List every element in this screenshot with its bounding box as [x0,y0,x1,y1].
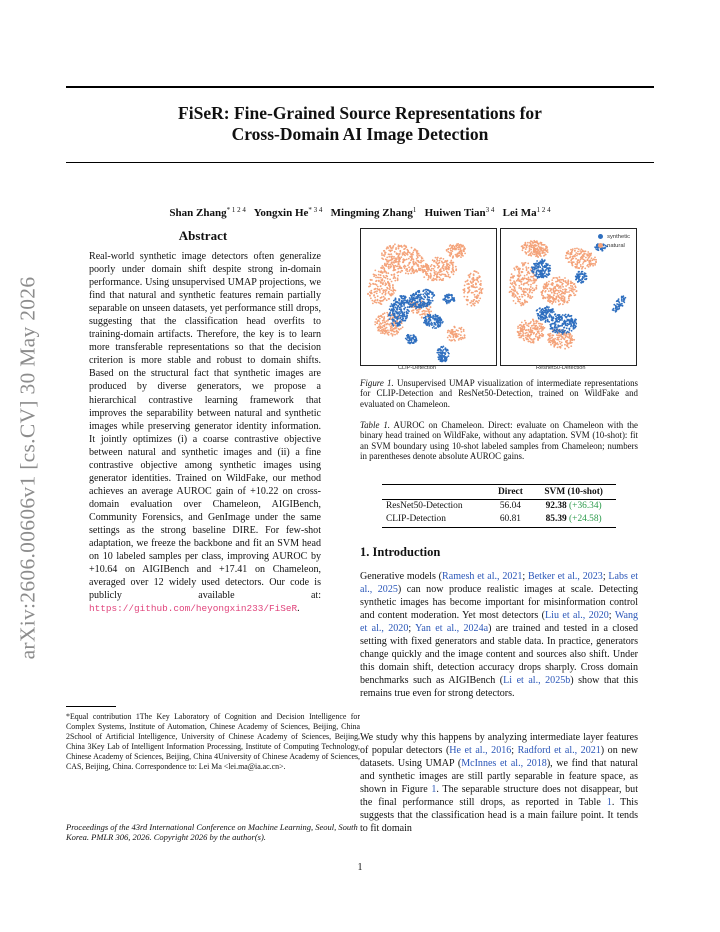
page-number: 1 [357,862,363,873]
col-direct: Direct [490,485,532,500]
table-caption: Table 1. AUROC on Chameleon. Direct: evaluate on Chameleon with the binary head trained on WildFake, without any adaptation. SVM (10-shot): fit an SVM boundary using 10-shot labeled samples from Chameleon; numbers in parentheses denote absolute AUROC gains. [360,420,638,462]
figure-caption: Figure 1. Unsupervised UMAP visualization of intermediate representations for CLIP-Detection and ResNet50-Detection, trained on WildFake and evaluated on Chameleon. [360,378,639,409]
abstract-body: Real-world synthetic image detectors often generalize poorly under domain shift despite strong in-domain performance. Using unsupervised UMAP projections, we find that natural and synthetic features remain partially separable on unseen datasets, yet performance still drops, suggesting that the classification head overfits to training-domain artifacts. Therefore, the key is to learn more transferable representations so that the decision criterion is more stable and robust to domain shifts. Based on the structural fact that synthetic images are produced by diverse generators, we propose a hierarchical contrastive learning framework that improves the separability between natural and synthetic images while preserving generator identity information. It jointly optimizes (i) a coarse contrastive objective between natural and synthetic images and (ii) a fine contrastive objective among synthetic images using generator identities. Trained on WildFake, our method achieves an average AUROC gain of +10.22 on cross-domain evaluation over Chameleon, AIGIBench, Community Forensics, and GenImage under the same settings as the strong baseline DIRE. For few-shot adaptation, we freeze the backbone and fit an SVM head on 10 labeled samples per class, improving AUROC by +10.64 on AIGIBench and +17.41 on Chameleon, averaged over 12 widely used detectors. Our code is publicly available at: https://github.com/heyongxin233/FiSeR. [89,251,321,615]
citation-link[interactable]: 1 [606,797,612,809]
col-svm: SVM (10-shot) [531,485,616,500]
abstract-text: Real-world synthetic image detectors often generalize poorly under domain shift despite strong in-domain performance. Using unsupervised UMAP projections, we find that natural and synthetic features remain partially separable on unseen datasets, yet performance still drops, suggesting that the classification head overfits to training-domain artifacts. Therefore, the key is to learn more transferable representations so that the decision criterion is more stable and robust to domain shifts. Based on the structural fact that synthetic images are produced by diverse generators, we propose a hierarchical contrastive learning framework that improves the separability between natural and synthetic images while preserving generator identity information. It jointly optimizes (i) a coarse contrastive objective between natural and synthetic images and (ii) a fine contrastive objective among synthetic images using generator identities. Trained on WildFake, our method achieves an average AUROC gain of +10.22 on cross-domain evaluation over Chameleon, AIGIBench, Community Forensics, and GenImage under the same settings as the strong baseline DIRE. For few-shot adaptation, we freeze the backbone and fit an SVM head on 10 labeled samples per class, improving AUROC by +10.64 on AIGIBench and +17.41 on Chameleon, averaged over 12 widely used detectors. Our code is publicly available at: [89,251,321,602]
citation-link[interactable]: Radford et al., 2021 [517,745,601,757]
paper-title [66,103,654,145]
citation-link[interactable]: McInnes et al., 2018 [461,758,547,770]
abstract-heading: Abstract [178,228,228,243]
panel-label-resnet: Resnet50-Detection [536,365,586,371]
author: Lei $Ma^{1 2 4}$ [502,206,551,219]
author: Mingming Zhang$^1$ [330,206,417,219]
proceedings-note: Proceedings of the 43rd International Conference on Machine Learning, Seoul, South Korea. PMLR 306, 2026. Copyright 2026 by the author(s). [66,822,358,843]
author: Yongxin $He^{* 3 4}$ [253,206,323,219]
umap-figure [360,228,638,374]
panel-label-clip: CLIP-Detection [398,365,436,371]
umap-scatter-clip [361,229,496,365]
author-list [66,206,654,219]
intro-paragraph-1: Generative models (Ramesh et al., 2021; Betker et al., 2023; Labs et al., 2025) can now produce realistic images at scale. Detecting synthetic images has become important for misinformation control and content moderation. Yet most detectors (Liu et al., 2020; Wang et al., 2020; Yan et al., 2024a) are trained and tested in a closed setting with fixed generators and stable data. In practice, generators change quickly and the image content and sources also shift. Under this domain shift, detection accuracy drops sharply. Cross domain benchmarks such as AIGIBench (Li et al., 2025b) show that this remains true even for strong detectors. [360,571,638,700]
code-link[interactable]: https://github.com/heyongxin233/FiSeR [89,603,298,615]
author: Huiwen Tian$^{3 4}$ [424,206,495,219]
title-top-rule [66,86,654,88]
citation-link[interactable]: Ramesh et al., 2021 [442,571,523,582]
citation-link[interactable]: Li et al., 2025b [503,675,571,687]
legend-item-natural: natural [598,242,630,251]
arxiv-stamp [8,258,48,678]
citation-link[interactable]: Wang et al., 2020 [360,610,638,635]
citation-link[interactable]: Liu et al., 2020 [545,610,609,622]
arxiv-id: arXiv:2606.00606v1 [cs.CV] 30 May 2026 [15,276,40,660]
section-heading-introduction: 1. Introduction [360,545,441,559]
umap-panel-clip [360,228,497,366]
table-row: ResNet50-Detection 56.04 92.38 (+36.34) [386,501,602,511]
footnote-rule [66,706,116,707]
citation-link[interactable]: He et al., 2016 [449,745,512,757]
citation-link[interactable]: Betker et al., 2023 [528,571,603,582]
legend-natural-dot [598,243,603,248]
citation-link[interactable]: Yan et al., 2024a [415,623,489,635]
title-bottom-rule [66,162,654,163]
results-table [382,484,616,528]
title-line-2: Cross-Domain AI Image Detection [231,124,489,144]
table-header-row [382,485,616,500]
affiliations-footnote: *Equal contribution 1The Key Laboratory of Cognition and Decision Intelligence for Complex Systems, Institute of Automation, Chinese Academy of Sciences, Beijing, China 2School of Artificial Intelligence, University of Chinese Academy of Sciences, Beijing, China 3Key Lab of Intelligent Information Processing, Institute of Computing Technology, Chinese Academy of Sciences, Beijing, China 4University of Chinese Academy of Sciences, CAS, Beijing, China. Correspondence to: Lei Ma <lei.ma@ia.ac.cn>. [66,712,360,771]
legend-synthetic-dot [598,234,603,239]
intro-paragraph-2: We study why this happens by analyzing intermediate layer features of popular detectors (He et al., 2016; Radford et al., 2021) on new datasets. Using UMAP (McInnes et al., 2018), we find that natural and synthetic images are still partly separable in feature space, as shown in Figure 1. The separable structure does not disappear, but the final performance still drops, as reported in Table 1. This suggests that the classification head is a main failure point. It tends to fit domain [360,732,639,835]
legend-item-synthetic: synthetic [598,233,630,242]
figure-legend [598,233,630,251]
citation-link[interactable]: 1 [431,784,437,796]
table-row: CLIP-Detection 60.81 85.39 (+24.58) [382,513,616,528]
citation-link[interactable]: Labs et al., 2025 [360,571,638,596]
author: Shan Zhang$^{* 1 2 4}$ [169,206,246,219]
umap-panel-resnet [500,228,637,366]
title-line-1: FiSeR: Fine-Grained Source Representations for [178,103,542,123]
